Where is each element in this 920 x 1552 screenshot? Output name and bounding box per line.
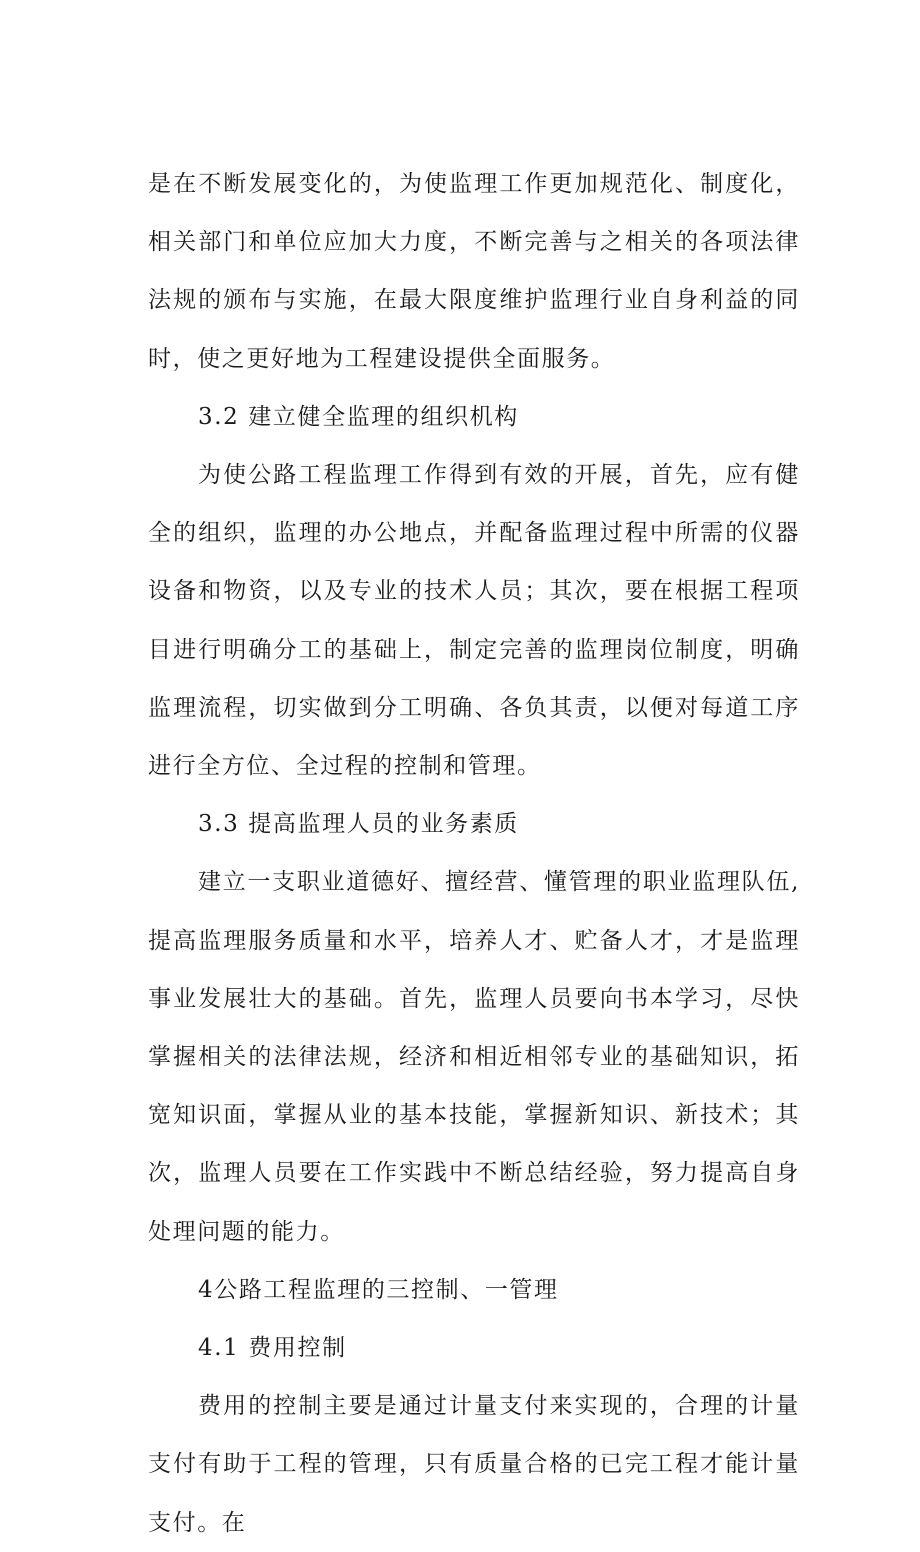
document-body — [148, 155, 800, 1552]
paragraph-continued: 是在不断发展变化的，为使监理工作更加规范化、制度化，相关部门和单位应加大力度，不断完善与之相关的各项法律法规的颁布与实施，在最大限度维护监理行业自身利益的同时，使之更好地为工程建设提供全面服务。 — [148, 171, 800, 372]
section-heading-4: 4公路工程监理的三控制、一管理 — [198, 1276, 559, 1303]
paragraph-organization: 为使公路工程监理工作得到有效的开展，首先，应有健全的组织，监理的办公地点，并配备监理过程中所需的仪器设备和物资，以及专业的技术人员；其次，要在根据工程项目进行明确分工的基础上，制定完善的监理岗位制度，明确监理流程，切实做到分工明确、各负其责，以便对每道工序进行全方位、全过程的控制和管理。 — [148, 462, 800, 780]
section-heading-3-2: 3.2 建立健全监理的组织机构 — [198, 403, 519, 430]
section-heading-3-3: 3.3 提高监理人员的业务素质 — [198, 811, 519, 838]
section-heading-4-1: 4.1 费用控制 — [198, 1335, 347, 1362]
paragraph-cost-control: 费用的控制主要是通过计量支付来实现的，合理的计量支付有助于工程的管理，只有质量合格的已完工程才能计量支付。在 — [148, 1393, 800, 1536]
paragraph-personnel-quality: 建立一支职业道德好、擅经营、懂管理的职业监理队伍,提高监理服务质量和水平，培养人才、贮备人才，才是监理事业发展壮大的基础。首先，监理人员要向书本学习，尽快掌握相关的法律法规，经济和相近相邻专业的基础知识，拓宽知识面，掌握从业的基本技能，掌握新知识、新技术；其次，监理人员要在工作实践中不断总结经验，努力提高自身处理问题的能力。 — [148, 869, 800, 1245]
